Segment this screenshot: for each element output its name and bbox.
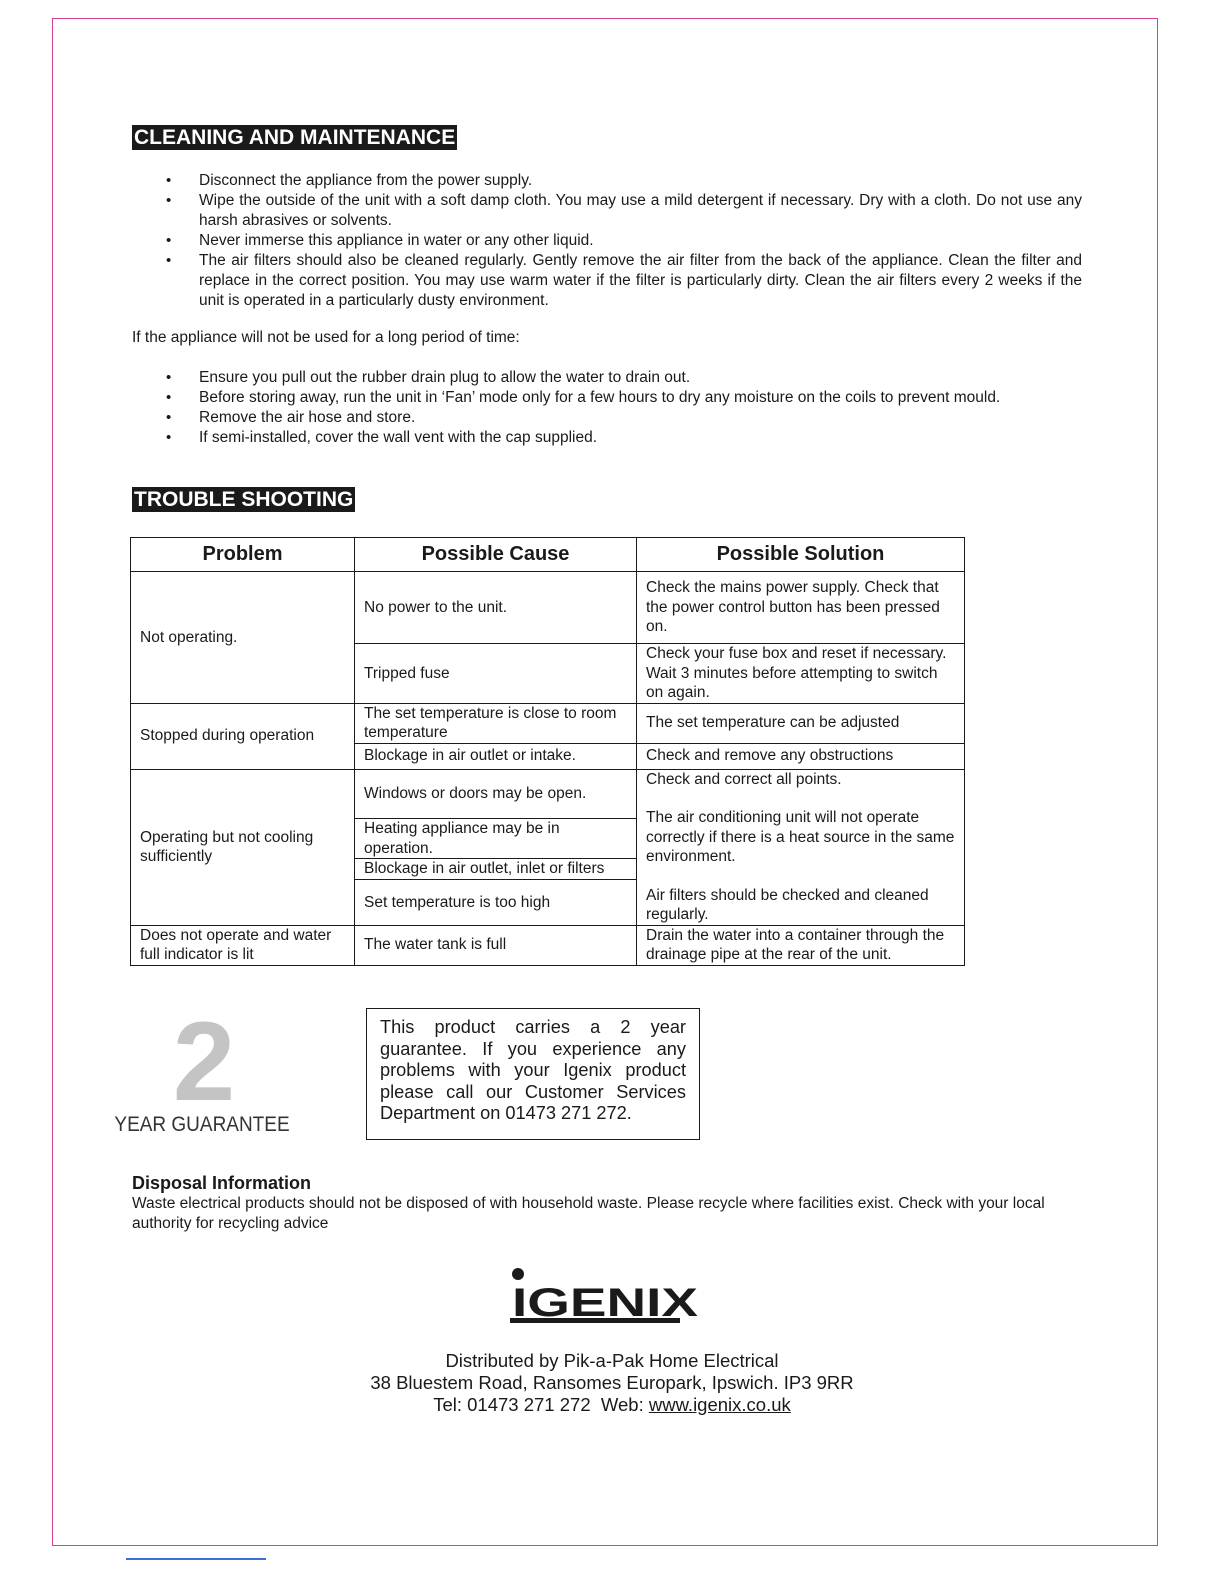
solution-cell: Check and remove any obstructions — [637, 743, 965, 769]
cause-cell: Blockage in air outlet, inlet or filters — [355, 859, 637, 880]
cause-cell: The set temperature is close to room temperature — [355, 703, 637, 743]
footer-contact — [0, 1394, 1224, 1416]
solution-line: Air filters should be checked and cleaned regularly. — [646, 886, 929, 923]
igenix-logo — [508, 1266, 702, 1328]
guarantee-logo-number: 2 — [172, 999, 236, 1124]
guarantee-logo-caption: YEAR GUARANTEE — [114, 1113, 290, 1137]
cause-cell: Windows or doors may be open. — [355, 769, 637, 818]
problem-cell: Not operating. — [131, 572, 355, 704]
solution-cell: Drain the water into a container through the drainage pipe at the rear of the unit. — [637, 925, 965, 965]
solution-line: The air conditioning unit will not operate correctly if there is a heat source in the same environment. — [646, 809, 955, 865]
solution-cell: Check your fuse box and reset if necessary. Wait 3 minutes before attempting to switch on again. — [637, 644, 965, 704]
table-row — [131, 572, 965, 644]
solution-cell: The set temperature can be adjusted — [637, 703, 965, 743]
header-solution: Possible Solution — [637, 538, 965, 572]
cause-cell: The water tank is full — [355, 925, 637, 965]
list-item: • Before storing away, run the unit in ‘Fan’ mode only for a few hours to dry any moisture on the coils to prevent mould. — [132, 388, 1082, 408]
disposal-text: Waste electrical products should not be disposed of with household waste. Please recycle where facilities exist. Check with your local authority for recycling advice — [132, 1195, 1045, 1232]
solution-cell — [637, 769, 965, 925]
table-row — [131, 703, 965, 743]
table-header-row — [131, 538, 965, 572]
website-link[interactable]: www.igenix.co.uk — [648, 1394, 791, 1415]
footer-address: 38 Bluestem Road, Ransomes Europark, Ipswich. IP3 9RR — [370, 1372, 854, 1393]
list-item: • Ensure you pull out the rubber drain plug to allow the water to drain out. — [132, 368, 1082, 388]
bottom-rule — [126, 1558, 266, 1560]
cause-cell: No power to the unit. — [355, 572, 637, 644]
cleaning-bullet-list — [132, 171, 1082, 311]
footer-distributor: Distributed by Pik-a-Pak Home Electrical — [445, 1350, 779, 1371]
year-guarantee-logo — [114, 999, 290, 1138]
problem-cell: Operating but not cooling sufficiently — [131, 769, 355, 925]
disposal-title: Disposal Information — [132, 1173, 312, 1193]
list-item: • Disconnect the appliance from the power supply. — [132, 171, 1082, 191]
header-problem: Problem — [131, 538, 355, 572]
cause-cell: Set temperature is too high — [355, 880, 637, 925]
list-item: • If semi-installed, cover the wall vent with the cap supplied. — [132, 428, 1082, 448]
trouble-table — [130, 537, 965, 966]
header-cause: Possible Cause — [355, 538, 637, 572]
problem-cell: Stopped during operation — [131, 703, 355, 769]
list-item: • Wipe the outside of the unit with a soft damp cloth. You may use a mild detergent if necessary. Dry with a cloth. Do not use any harsh abrasives or solvents. — [132, 191, 1082, 231]
list-item: • Remove the air hose and store. — [132, 408, 1082, 428]
cause-cell: Blockage in air outlet or intake. — [355, 743, 637, 769]
list-item: • The air filters should also be cleaned regularly. Gently remove the air filter from the back of the appliance. Clean the filter and replace in the correct position. You may use warm water if the filter is particularly dirty. Clean the air filters every 2 weeks if the unit is operated in a particularly dusty environment. — [132, 251, 1082, 311]
table-row — [131, 925, 965, 965]
cause-cell: Heating appliance may be in operation. — [355, 818, 637, 858]
guarantee-box: This product carries a 2 year guarantee. If you experience any problems with your Igenix product please call our Customer Services Department on 01473 271 272. — [366, 1008, 700, 1140]
solution-line: Check and correct all points. — [646, 770, 842, 788]
problem-cell: Does not operate and water full indicator is lit — [131, 925, 355, 965]
trouble-heading: TROUBLE SHOOTING — [134, 488, 354, 511]
solution-cell: Check the mains power supply. Check that the power control button has been pressed on. — [637, 572, 965, 644]
storage-intro: If the appliance will not be used for a long period of time: — [132, 329, 520, 346]
storage-bullet-list — [132, 368, 1082, 448]
table-row — [131, 769, 965, 818]
igenix-logo-wordmark: IGENIX — [512, 1281, 699, 1325]
cause-cell: Tripped fuse — [355, 644, 637, 704]
list-item: • Never immerse this appliance in water or any other liquid. — [132, 231, 1082, 251]
footer-tel: Tel: 01473 271 272 Web: — [433, 1394, 649, 1415]
cleaning-heading: CLEANING AND MAINTENANCE — [134, 126, 456, 149]
distributor-footer — [0, 1350, 1224, 1416]
